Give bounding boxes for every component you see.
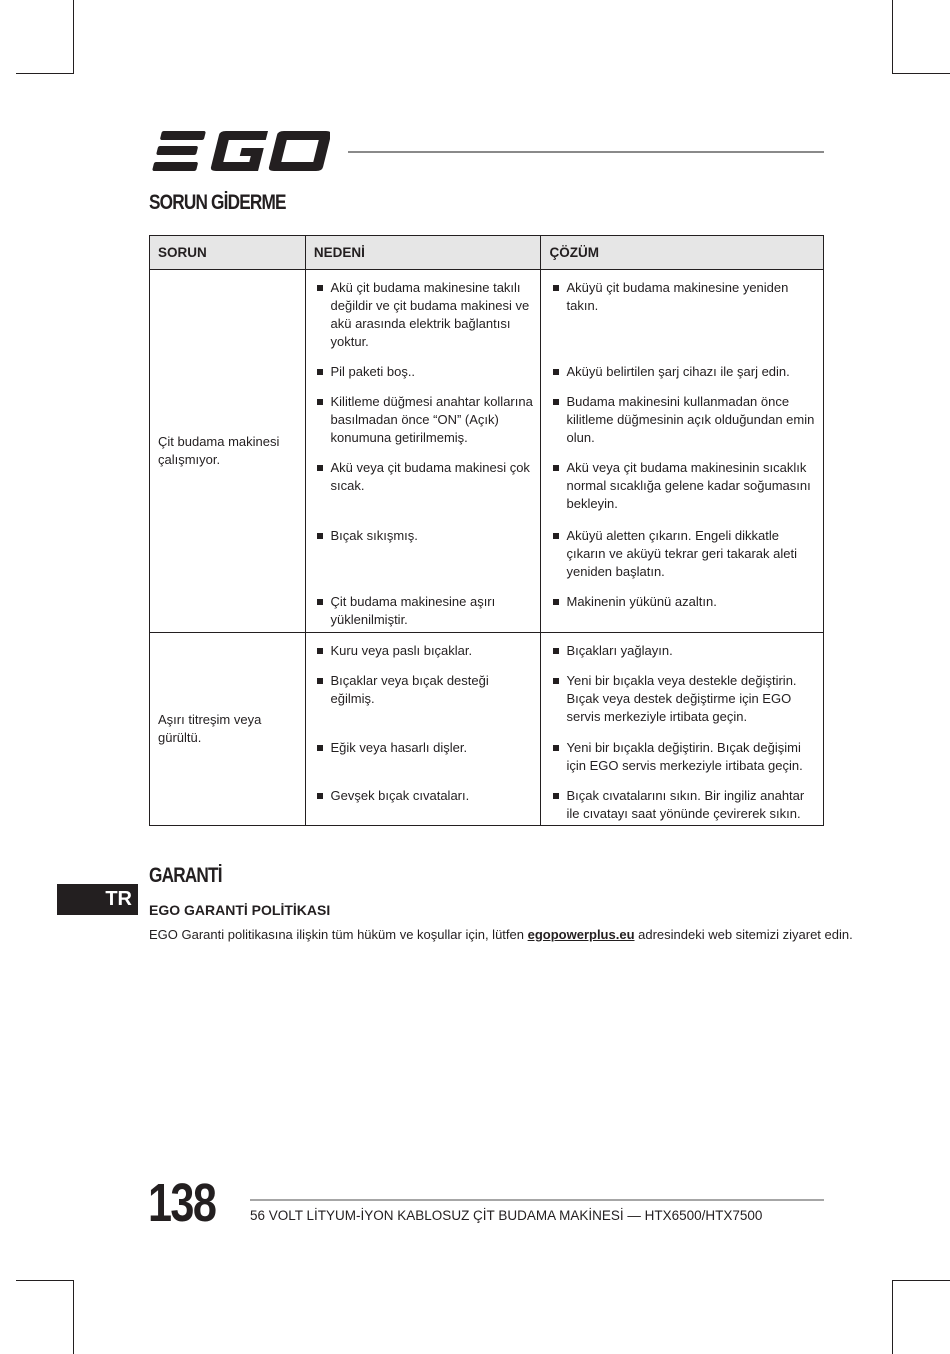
warranty-subtitle: EGO GARANTİ POLİTİKASI	[149, 902, 331, 918]
cause-item: Çit budama makinesine aşırı yüklenilmiştir.	[306, 593, 542, 629]
solution-cell	[541, 633, 824, 826]
crop-mark	[16, 1280, 74, 1281]
solution-item: Bıçakları yağlayın.	[542, 642, 825, 660]
crop-mark	[16, 73, 74, 74]
cause-item: Kilitleme düğmesi anahtar kollarına basılmadan önce “ON” (Açık) konumuna getirilmemiş.	[306, 393, 542, 447]
warranty-title: GARANTİ	[149, 864, 222, 887]
solution-item: Makinenin yükünü azaltın.	[542, 593, 825, 611]
solution-item: Aküyü çit budama makinesine yeniden takın.	[542, 279, 825, 315]
table-header-row	[150, 236, 824, 270]
cause-item: Kuru veya paslı bıçaklar.	[306, 642, 542, 660]
crop-mark	[73, 0, 74, 74]
header-cause: NEDENİ	[305, 236, 541, 270]
header-rule	[348, 151, 824, 153]
warranty-text	[149, 927, 853, 942]
solution-item: Budama makinesini kullanmadan önce kilitleme düğmesinin açık olduğundan emin olun.	[542, 393, 825, 447]
crop-mark	[73, 1280, 74, 1354]
solution-item: Yeni bir bıçakla veya destekle değiştirin. Bıçak veya destek değiştirme için EGO servis merkeziyle irtibata geçin.	[542, 672, 825, 726]
solution-item: Aküyü aletten çıkarın. Engeli dikkatle çıkarın ve aküyü tekrar geri takarak aleti yeniden başlatın.	[542, 527, 825, 581]
footer-rule	[250, 1199, 824, 1201]
solution-cell	[541, 270, 824, 633]
cause-item: Bıçak sıkışmış.	[306, 527, 542, 545]
cause-cell	[305, 633, 541, 826]
solution-item: Yeni bir bıçakla değiştirin. Bıçak değişimi için EGO servis merkeziyle irtibata geçin.	[542, 739, 825, 775]
warranty-link[interactable]: egopowerplus.eu	[527, 927, 635, 942]
warranty-text-before: EGO Garanti politikasına ilişkin tüm hüküm ve koşullar için, lütfen	[149, 927, 528, 942]
cause-item: Eğik veya hasarlı dişler.	[306, 739, 542, 757]
solution-item: Akü veya çit budama makinesinin sıcaklık normal sıcaklığa gelene kadar soğumasını bekleyin.	[542, 459, 825, 513]
cause-item: Pil paketi boş..	[306, 363, 542, 381]
header-problem: SORUN	[150, 236, 306, 270]
header-solution: ÇÖZÜM	[541, 236, 824, 270]
troubleshooting-table	[149, 235, 824, 826]
warranty-text-after: adresindeki web sitemizi ziyaret edin.	[634, 927, 853, 942]
language-tab	[57, 884, 138, 915]
cause-item: Akü çit budama makinesine takılı değildir ve çit budama makinesi ve akü arasında elektrik bağlantısı yoktur.	[306, 279, 542, 351]
table-row	[150, 633, 824, 826]
ego-logo	[150, 131, 330, 171]
page-number: 138	[148, 1173, 216, 1233]
cause-item: Gevşek bıçak cıvataları.	[306, 787, 542, 805]
table-row	[150, 270, 824, 633]
problem-cell: Çit budama makinesi çalışmıyor.	[150, 270, 306, 633]
footer-title: 56 VOLT LİTYUM-İYON KABLOSUZ ÇİT BUDAMA MAKİNESİ — HTX6500/HTX7500	[250, 1208, 763, 1223]
solution-item: Aküyü belirtilen şarj cihazı ile şarj edin.	[542, 363, 825, 381]
troubleshooting-title: SORUN GİDERME	[149, 191, 286, 214]
solution-item: Bıçak cıvatalarını sıkın. Bir ingiliz anahtar ile cıvatayı saat yönünde çevirerek sıkın.	[542, 787, 825, 823]
crop-mark	[892, 1280, 893, 1354]
cause-item: Bıçaklar veya bıçak desteği eğilmiş.	[306, 672, 542, 708]
language-tab-label: TR	[105, 888, 132, 910]
problem-cell: Aşırı titreşim veya gürültü.	[150, 633, 306, 826]
crop-mark	[892, 1280, 950, 1281]
crop-mark	[892, 0, 893, 74]
cause-item: Akü veya çit budama makinesi çok sıcak.	[306, 459, 542, 495]
crop-mark	[892, 73, 950, 74]
cause-cell	[305, 270, 541, 633]
